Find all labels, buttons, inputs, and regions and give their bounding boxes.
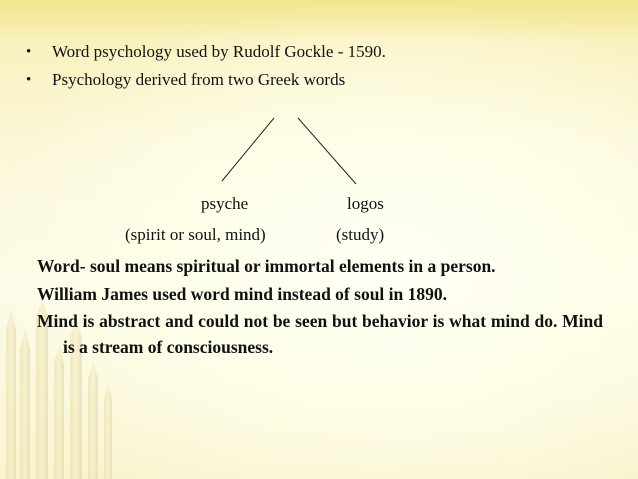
bullet-list bbox=[26, 38, 386, 94]
top-band-decoration bbox=[0, 0, 638, 40]
root-gloss-psyche: (spirit or soul, mind) bbox=[125, 225, 266, 244]
branch-line-left bbox=[222, 118, 274, 181]
definition-paragraph: Mind is abstract and could not be seen but behavior is what mind do. Mind is a stream of consciousness. bbox=[37, 311, 603, 357]
definition-line: William James used word mind instead of soul in 1890. bbox=[37, 284, 448, 304]
root-gloss-logos: (study) bbox=[336, 225, 385, 244]
bullet-item: • Word psychology used by Rudolf Gockle - 1590. bbox=[26, 38, 386, 66]
root-word-logos: logos bbox=[347, 194, 384, 213]
definition-line: Word- soul means spiritual or immortal elements in a person. bbox=[37, 256, 496, 276]
bullet-item: • Psychology derived from two Greek words bbox=[26, 66, 386, 94]
branch-line-right bbox=[298, 118, 356, 184]
definition-block bbox=[37, 252, 603, 360]
root-word-psyche: psyche bbox=[201, 194, 249, 213]
